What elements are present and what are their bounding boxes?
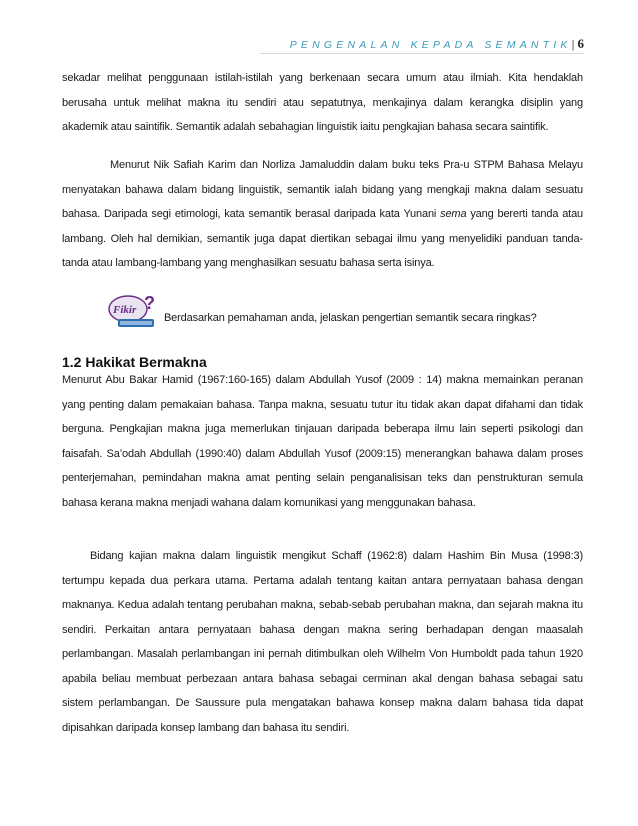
paragraph-2-text-b: yang bererti tanda atau lambang. Oleh hal demikian, semantik juga dapat diertikan sebagai ilmu yang menyelidiki panduan tanda-tanda atau lambang-lambang yang menghasilkan sesuatu bahasa serta isinya. (62, 208, 584, 269)
section-heading: 1.2 Hakikat Bermakna (62, 354, 207, 370)
think-bubble-logo-icon (104, 292, 160, 330)
paragraph-3: Menurut Abu Bakar Hamid (1967:160-165) dalam Abdullah Yusof (2009 : 14) makna memainkan peranan yang penting dalam pemakaian bahasa. Tanpa makna, sesuatu tutur itu tidak akan dapat difahami dan tidak berguna. Pengkajian makna juga memerlukan tinjauan daripada beberapa ilmu lain seperti psikologi dan faisafah. Sa’odah Abdullah (1990:40) dalam Abdullah Yusof (2009:15) menerangkan bahawa dalam proses penterjemahan, pemindahan makna amat penting selain penganalisisan teks dan penstrukturan semula bahasa kerana makna menjadi wahana dalam komunikasi yang menggunakan bahasa. (62, 374, 583, 509)
paragraph-4 (62, 544, 583, 740)
activity-block (104, 292, 584, 332)
paragraph-1: sekadar melihat penggunaan istilah-istilah yang berkenaan secara umum atau ilmiah. Kita hendaklah berusaha untuk melihat makna itu sendiri atau sepatutnya, menkajinya dalam kerangka disiplin yang akademik atau saintifik. Semantik adalah sebahagian linguistik iaitu pengkajian bahasa secara saintifik. (62, 72, 583, 133)
paragraph-4-text: Bidang kajian makna dalam linguistik mengikut Schaff (1962:8) dalam Hashim Bin Musa (1998:3) tertumpu kepada dua perkara utama. Pertama adalah tentang kaitan antara pernyataan bahasa dengan maknanya. Kedua adalah tentang perubahan makna, sebab-sebab perubahan makna, dan sejarah makna itu sendiri. Perkaitan antara pernyataan bahasa dengan makna sering berhadapan dengan maasalah perlambangan. Masalah perlambangan ini pernah ditimbulkan oleh Wilhelm Von Humboldt pada tahun 1920 apabila beliau membuat perbezaan antara bahasa sebagai cerminan akal dengan bahasa sebagai satu sistem perlambangan. De Saussure pula mengatakan bahawa konsep makna dalam bahasa tida dapat dipisahkan daripada konsep lambang dan bahasa itu sendiri. (62, 550, 583, 734)
header-separator: | (571, 39, 575, 51)
activity-prompt: Berdasarkan pemahaman anda, jelaskan pengertian semantik secara ringkas? (164, 312, 537, 324)
paragraph-2-italic-term: sema (440, 208, 467, 220)
paragraph-2 (62, 153, 583, 276)
header-rule (260, 53, 584, 54)
paragraph-2-text-a: Menurut Nik Safiah Karim dan Norliza Jamaluddin dalam buku teks Pra-u STPM Bahasa Melayu menyatakan bahawa dalam bidang linguistik, semantik ialah bidang yang mengkaji makna dalam sesuatu bahasa. Daripada segi etimologi, kata semantik berasal daripada kata Yunani (62, 159, 583, 220)
header-title: PENGENALAN KEPADA SEMANTIK (289, 39, 572, 51)
page-header (290, 36, 584, 52)
page-number: 6 (577, 36, 584, 51)
svg-text:Fikir: Fikir (113, 304, 137, 316)
svg-text:?: ? (144, 293, 155, 313)
